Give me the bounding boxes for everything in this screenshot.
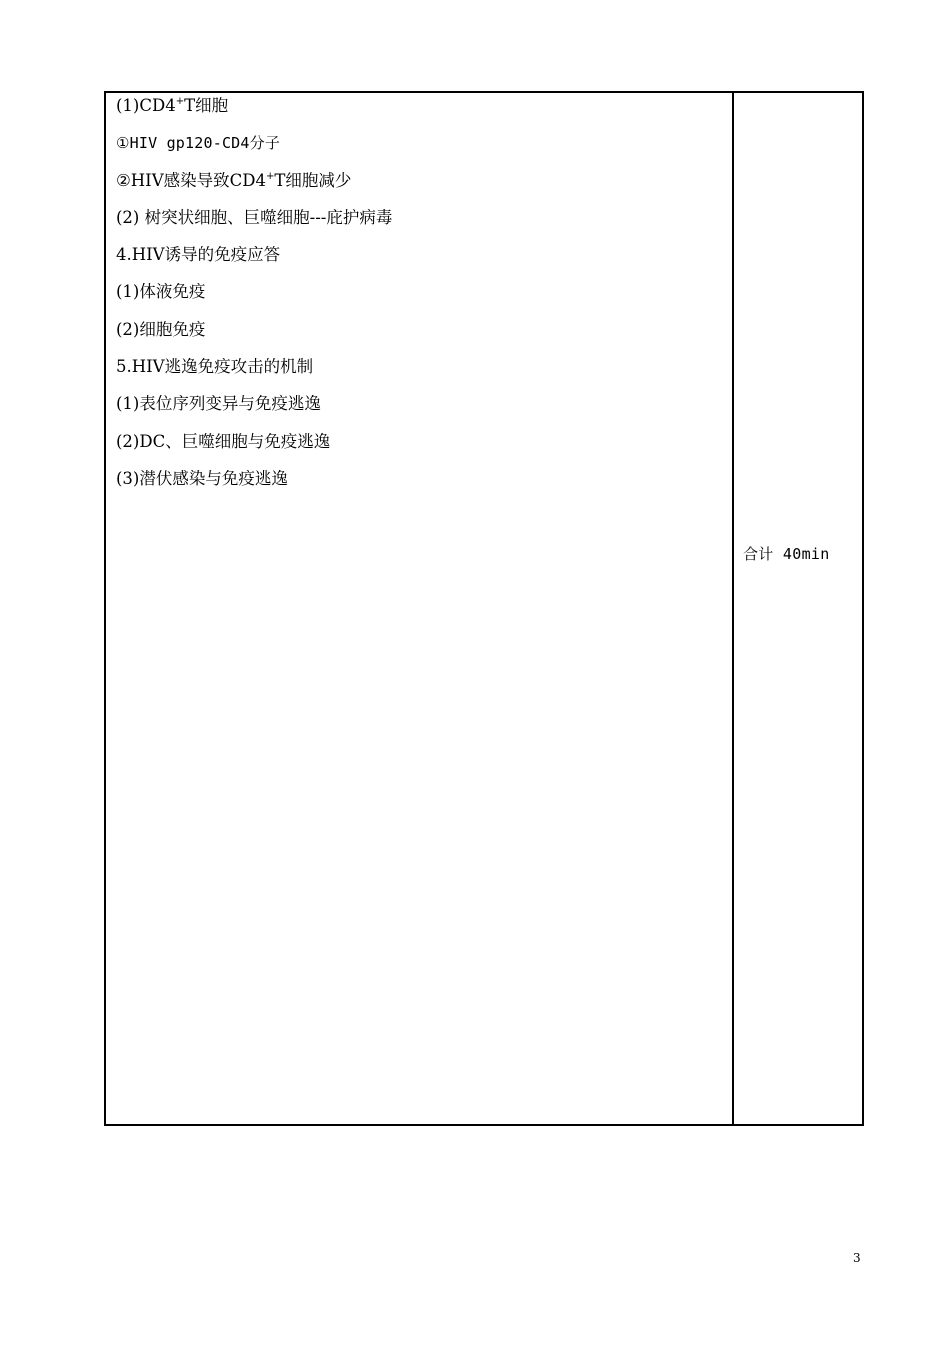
lesson-table <box>104 91 864 1126</box>
content-line: (2)细胞免疫 <box>116 319 206 339</box>
section-heading: 4.HIV诱导的免疫应答 <box>116 245 281 265</box>
content-line: (1)体液免疫 <box>116 282 206 302</box>
content-line: (2)DC、巨噬细胞与免疫逃逸 <box>116 431 331 451</box>
content-line: (3)潜伏感染与免疫逃逸 <box>116 468 288 488</box>
content-line: (2) 树突状细胞、巨噬细胞---庇护病毒 <box>116 207 393 227</box>
section-heading: 5.HIV逃逸免疫攻击的机制 <box>116 357 314 377</box>
content-line: ①HIV gp120-CD4分子 <box>116 134 281 153</box>
page-number: 3 <box>853 1251 861 1265</box>
content-cell <box>106 93 734 1124</box>
total-time: 合计 40min <box>743 545 830 563</box>
content-line: (1)CD4+T细胞 <box>116 96 229 115</box>
content-line: (1)表位序列变异与免疫逃逸 <box>116 394 321 414</box>
content-line: ②HIV感染导致CD4+T细胞减少 <box>116 170 352 190</box>
time-cell <box>734 93 862 1124</box>
